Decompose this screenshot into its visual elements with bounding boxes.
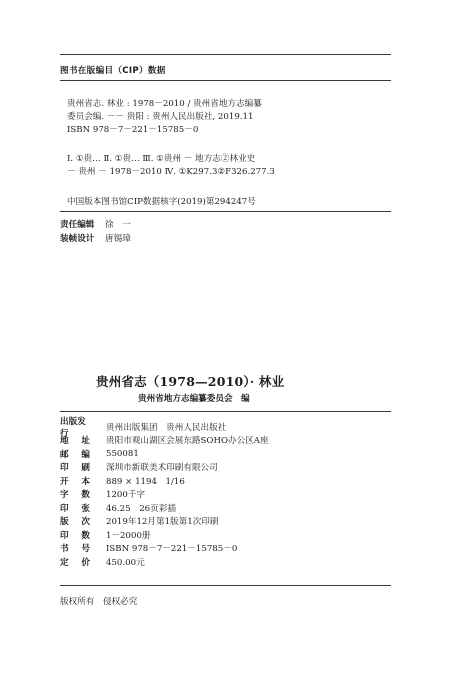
- publication-row: [60, 501, 269, 515]
- publication-label: 定 价: [60, 557, 90, 568]
- credit-value: 徐 一: [105, 220, 131, 230]
- publication-value: 贵阳市观山湖区会展东路SOHO办公区A座: [106, 436, 269, 447]
- publication-row: [60, 528, 269, 542]
- publication-value: 889 × 1194 1/16: [106, 476, 185, 487]
- publication-value: 深圳市新联美术印刷有限公司: [106, 463, 218, 474]
- publication-value: 450.00元: [106, 557, 145, 568]
- cip-publisher-line: 委员会编. －－ 贵阳 : 贵州人民出版社, 2019.11: [67, 112, 254, 122]
- credit-row-designer: [60, 232, 131, 244]
- publication-value: 贵州出版集团 贵州人民出版社: [106, 422, 227, 433]
- publication-label: 开 本: [60, 476, 90, 487]
- publication-value: ISBN 978－7－221－15785－0: [106, 544, 238, 555]
- publication-row: [60, 474, 269, 488]
- publication-row: [60, 542, 269, 556]
- publication-row: [60, 515, 269, 529]
- cip-bottom-rule: [60, 211, 391, 212]
- publication-value: 1－2000册: [106, 530, 151, 541]
- publication-value: 550081: [106, 448, 139, 459]
- publication-label: 出版发行: [60, 416, 86, 439]
- book-title: 贵州省志（1978—2010）· 林业: [96, 374, 285, 389]
- publication-label: 印 张: [60, 503, 90, 514]
- cip-title-line: 贵州省志. 林业 : 1978－2010 / 贵州省地方志编纂: [67, 99, 262, 109]
- cip-isbn-line: ISBN 978－7－221－15785－0: [67, 125, 199, 135]
- publication-value: 46.25 26页彩插: [106, 503, 176, 514]
- top-rule: [60, 54, 391, 55]
- credit-row-editor: [60, 218, 131, 230]
- credit-label: 责任编辑: [60, 220, 95, 230]
- cip-classification-line-1: Ⅰ. ①贵… Ⅱ. ①贵… Ⅲ. ①贵州 － 地方志②林业史: [67, 154, 256, 164]
- cip-heading-rule: [60, 80, 391, 81]
- book-author: 贵州省地方志编纂委员会 编: [138, 394, 250, 404]
- cip-heading: 图书在版编目（CIP）数据: [60, 66, 166, 76]
- cip-verification-number: 中国版本图书馆CIP数据核字(2019)第294247号: [67, 197, 256, 207]
- publication-row: [60, 416, 269, 439]
- publication-label: 版 次: [60, 517, 90, 528]
- publication-row: [60, 555, 269, 569]
- publication-label: 印 数: [60, 530, 90, 541]
- publication-value: 2019年12月第1版第1次印刷: [106, 517, 219, 528]
- publication-label: 邮 编: [60, 449, 90, 460]
- publication-value: 1200千字: [106, 490, 146, 501]
- publication-row: [60, 461, 269, 475]
- rights-statement: 版权所有 侵权必究: [60, 597, 138, 607]
- publication-top-rule: [60, 411, 391, 412]
- publication-row: [60, 447, 269, 461]
- credit-value: 唐锡璋: [105, 234, 131, 244]
- publication-row: [60, 488, 269, 502]
- publication-details: [60, 416, 269, 569]
- publication-label: 地 址: [60, 436, 90, 447]
- publication-row: [60, 434, 269, 448]
- publication-label: 印 刷: [60, 463, 90, 474]
- publication-label: 字 数: [60, 490, 90, 501]
- rights-top-rule: [60, 585, 391, 586]
- cip-classification-line-2: － 贵州 － 1978－2010 Ⅳ. ①K297.3②F326.277.3: [67, 167, 275, 177]
- credit-label: 装帧设计: [60, 234, 95, 244]
- publication-label: 书 号: [60, 544, 90, 555]
